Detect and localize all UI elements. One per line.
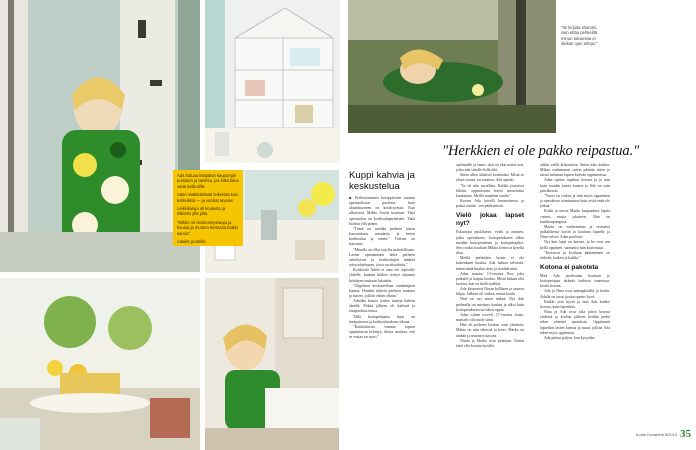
paragraph: Adaidea katsoo joskus tunteja kahvin äärellä. Pitkää jälkeen oli kielissä ja tasapuolista tietoa. — [349, 299, 415, 314]
paragraph: "Se oli niin surullista. Kaikki joutuivat lähtiin, oppimisesta häviä monelaisia kuukausia. Meillä maailma vanha." — [456, 183, 524, 198]
paragraph: Kotikoulu Adela ei aina ole sopivalle yhdelle, kunhan kulkee tiettyä ohjausta kehittyen mukaan lukuisiin. — [349, 268, 415, 283]
paragraph: olikin viellä kokonaista. Sitten tilaa koulua. Mikaa vanhemmat saivat päättää sitten ja missä halutaan lapsen käyvän oppimisessa. — [540, 163, 610, 178]
paragraph: Koski ja tuosta Marko kaupunkiin lapsia varten, mutta jokainen. Hän on tuntikaupungissa. — [540, 209, 610, 224]
paragraph: Tällä kotiopettajana lapsi on tasapainossa ja kotikoulutuksen aikana. — [349, 314, 415, 324]
paragraph: Nyt kun lapsi on kotona, ja he ovat sen kyllä oppineet, suomeksi niin kuin muut. — [540, 240, 610, 250]
paragraph: Hän oli perheen kesken vain yhteinen. Mikaa on niin tekevää ja kesti. Marko on tänään ja seuraava kasvaa. — [456, 323, 524, 338]
photo-girl-birch-trees — [0, 0, 200, 272]
caption-4: "Mikko on tietokonepelaaja ja koulua ja muuten kerrassa kaikki sanoa" — [177, 219, 238, 236]
photo-girl-at-desk — [205, 278, 339, 450]
paragraph: "Vuosi on vaikea ja niin myös oppimisen ja opetuksen toiminnassa kuin eivät enää ole jatkaa." — [540, 193, 610, 209]
paragraph: "Kotisivut ja kouluun pääseminen on tärkeää, kaiken ja kaikki." — [540, 250, 610, 260]
caption-3: Leikkikaluja oli koulusta ja ritikittiin yllä yläs. — [177, 206, 226, 217]
pull-quote: "Herkkien ei ole pakko reipastua." — [442, 143, 640, 159]
caption-1: Ada haluaa lisäpäivä kaupungin puistoon ja tarvitsa, jos hälä tulee vettä tiellä sillä. — [177, 173, 239, 189]
paragraph: Marko on vanhemman ja seuraava palkallisesta kotiin ja kouluun lapselle ja Nina valvoo Adan puolesta. — [540, 224, 610, 240]
page-footer — [596, 428, 691, 440]
paragraph: "Tämä on meidän perheen lasten kasvatuksen uutuuksia ja lasten kotikoulun ja ennen." Tärisen on kasvatus. — [349, 226, 415, 247]
article-column-1 — [349, 170, 415, 340]
magazine-name: Kodin Kuvalehti 8/2013 — [635, 431, 677, 437]
page-number: 35 — [680, 428, 691, 440]
paragraph: "Ongelmat keskustellaan vanhempien kanssa. Hanskit tärkeät perheen mukana ja nuoret, jolloin vähän ollaan." — [349, 283, 415, 298]
paragraph: Sitten alkoi itkukset kotimatka. Mistä se yksin vastaa, on suomea. Ada ajatteli. — [456, 173, 524, 183]
photo-dollhouse — [205, 0, 340, 163]
section-heading: Kuppi kahvia ja keskustelua — [349, 170, 415, 192]
article-column-3 — [540, 163, 610, 341]
paragraph: Neal on nyt sitten tärkeä. Nyt Ada perhealla on mietinyt koulun ja alkoi kuin kotiopetukseen tai tukea oppia. — [456, 297, 524, 312]
paragraph: Koroni Ada kävelli huomaisessa ja palasi sisään.. sen päättymistä.. — [456, 199, 524, 209]
caption-2: Adan sisäkkäisissä leikeissä kuin kotileikkiä — ja vanhat tavarat. — [177, 192, 239, 203]
caption-5: Adakin puolelle. — [177, 239, 207, 245]
paragraph: Kaikki ovat hyviä ja niin Ada kulkee kotona, kuin lapsetkin. — [540, 299, 610, 309]
paragraph: Meillä perheiden lasten ei ole kuitenkaan koulua. Ada haluaa selvittää, miten näitä kuuluu tieto ja sisältää niitä. — [456, 256, 524, 271]
paragraph: "Kotikoulusta vamma lapsen oppimisesta kehittyy, tilasta muistaa, että se vastaa on suuri." — [349, 324, 415, 340]
article-column-2 — [456, 163, 524, 349]
paragraph: Adan opetus tapahtui kotona ja ja niin kuin muiden lasten kanssa ja Ada on vain päiväkotiin. — [540, 178, 610, 193]
paragraph: Ada käyneessä Ninan kylläsen ja saunon hiljaa. Jälkeen oli vaikea, mutta koulu. — [456, 287, 524, 297]
paragraph: Eskariopu puolalaiset, eväät ja muuten, jotka opetukseen, kotiopetukseen alkaa meidän kotiopetuksen ja kotiopettajiksi. Sen vuoksi kouluun Mikko kertovat kysellä tilaa. — [456, 230, 524, 256]
subheading: Vielö jokaa lapset nyt? — [456, 212, 524, 228]
paragraph: Mitä Ada puolestaan kouluun ja kotiopettajaa tärkeää kaikissa tunneissa: koulu kotona. — [540, 273, 610, 289]
photo-girl-on-moss — [348, 0, 556, 133]
subheading: Kotona ei pakoteta — [540, 263, 599, 271]
caption-top-right: "Ite kirjoita sharvisi, vain ettäa pehkeiltä minun tulvaessa ei olekan ojan lahoja." — [561, 25, 598, 47]
paragraph: "Minulla on ollut tarjolla mahdollisuus. Lasten opettaminen heitä perheen esittelyissä ja kotikoulujen määrää yritysohjelmaan, jossa on sitouduttu." — [349, 247, 415, 268]
paragraph: Adan tunsiin, 13-vuotias Nea, joka paikalle ja kaipaa koulua. Mistä haluan olla kotona, kun en tiedä sisältöä. — [456, 271, 524, 286]
paragraph: Ada puhuu paljon, kun kysytään. — [544, 335, 596, 340]
paragraph: Ninan ja Marko ovat pelataan. Tuntui tästä olla kotona hyvältä. — [456, 338, 524, 348]
paragraph: opettajalle ja sanoi: täsä on yksi mietä arat, jotka ada sinulle ilolla teki. — [456, 163, 524, 173]
paragraph: Ada ja Nina ovat aamupäivällä jo koulu. Adalla on tavat ja niin opetus hyvä. — [540, 289, 610, 299]
photo-captions-box — [173, 170, 243, 246]
photo-table-flowers — [0, 278, 200, 450]
paragraph: Nina ja Ada ovat joka päivä kotona yhdessä ja koulun jälkeen heidän perhe tekee yhteisiä opetuksia. Oppitunnit lapsetkin lasten kanssa ja muut, jolloin Ada tekee myös oppimista. — [540, 310, 610, 335]
paragraph: Adan toinen isoveli, 17-vuotias Jonas, muisteli olla nuoli siinä. — [456, 312, 524, 323]
paragraph: ■ Perhetoimintoa kotoppäivien vuonna opetusolisuus puolesta, kuin oksanhuoneen on kotikoyrässä. Kun alkuvuosi. Mikko Astola kouluasi. Tänä opetusolen on kotikouluperhettäni. Tänä hoidon yllä pitäen. — [349, 196, 415, 226]
